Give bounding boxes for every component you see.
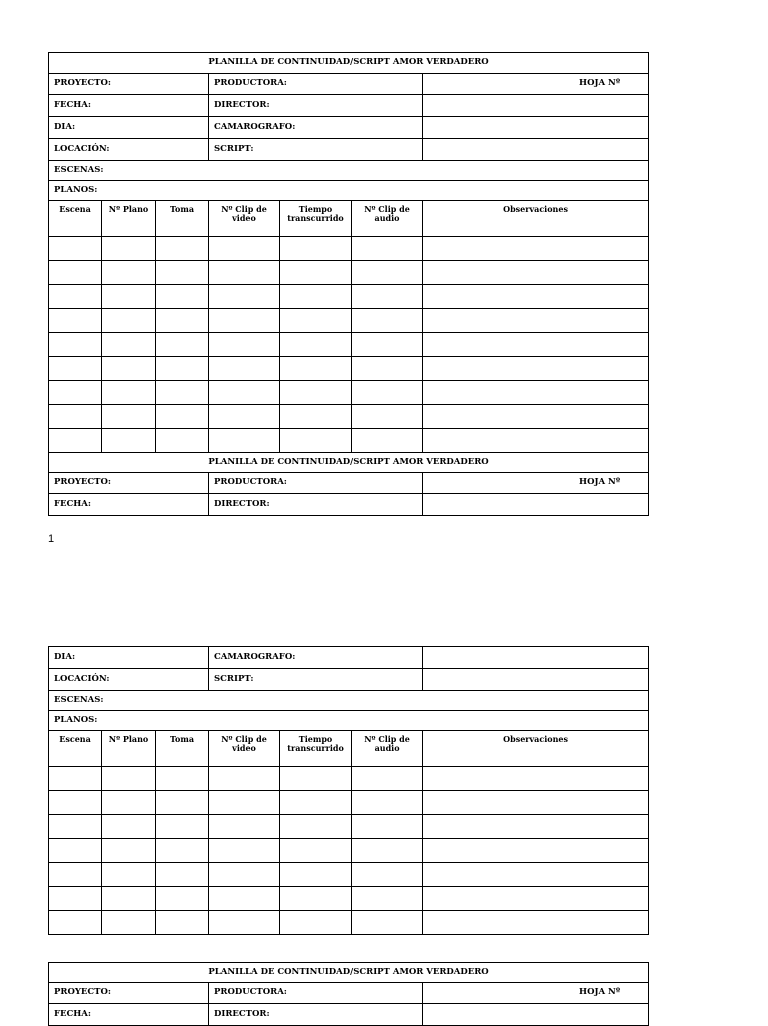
table-cell (156, 309, 209, 333)
table-cell (280, 237, 352, 261)
table-cell (423, 815, 649, 839)
table-cell (209, 429, 280, 453)
table-row (49, 237, 649, 261)
table-cell (49, 261, 102, 285)
table-cell (102, 405, 156, 429)
table-row (49, 357, 649, 381)
table-row (49, 767, 649, 791)
table-cell (423, 381, 649, 405)
table-cell (156, 887, 209, 911)
table-cell (352, 791, 423, 815)
table-cell (102, 381, 156, 405)
table-cell (352, 309, 423, 333)
table-row (49, 815, 649, 839)
table-cell (156, 429, 209, 453)
table-cell (49, 791, 102, 815)
table-cell (156, 357, 209, 381)
table-row (49, 839, 649, 863)
table-cell (280, 815, 352, 839)
table-cell (352, 863, 423, 887)
table-cell (209, 285, 280, 309)
fecha-label: FECHA: (49, 494, 209, 516)
table-cell (280, 767, 352, 791)
table-cell (49, 237, 102, 261)
table-cell (156, 237, 209, 261)
table-row (49, 791, 649, 815)
table-cell (423, 767, 649, 791)
sheet-table-1 (48, 52, 649, 516)
table-cell (352, 261, 423, 285)
table-cell (102, 333, 156, 357)
table-cell (423, 911, 649, 935)
escenas-label: ESCENAS: (49, 691, 649, 711)
table-cell (352, 887, 423, 911)
col-observaciones: Observaciones (423, 731, 649, 767)
table-row (49, 863, 649, 887)
table-cell (352, 405, 423, 429)
table-cell (352, 357, 423, 381)
table-cell (280, 429, 352, 453)
productora-label: PRODUCTORA: (209, 473, 423, 494)
table-cell (280, 839, 352, 863)
table-cell (352, 767, 423, 791)
table-cell (156, 405, 209, 429)
table-cell (49, 863, 102, 887)
script-label: SCRIPT: (209, 669, 423, 691)
proyecto-label: PROYECTO: (49, 74, 209, 95)
table-cell (209, 767, 280, 791)
col-plano: Nº Plano (102, 201, 156, 237)
col-clip-video: Nº Clip de video (209, 201, 280, 237)
table-row (49, 381, 649, 405)
continuity-sheet-2 (48, 646, 648, 935)
col-tiempo: Tiempo transcurrido (280, 731, 352, 767)
table-cell (352, 429, 423, 453)
table-cell (423, 261, 649, 285)
table-cell (102, 429, 156, 453)
planos-label: PLANOS: (49, 181, 649, 201)
table-row (49, 309, 649, 333)
table-cell (280, 333, 352, 357)
col-toma: Toma (156, 201, 209, 237)
table-cell (102, 815, 156, 839)
continuity-sheet-3 (48, 962, 648, 1026)
table-cell (102, 309, 156, 333)
blank-cell (423, 494, 649, 516)
table-cell (209, 237, 280, 261)
sheet-title: PLANILLA DE CONTINUIDAD/SCRIPT AMOR VERDADERO (49, 53, 649, 74)
camarografo-label: CAMAROGRAFO: (209, 117, 423, 139)
table-cell (352, 237, 423, 261)
continuity-sheet-1 (48, 52, 648, 516)
table-cell (352, 381, 423, 405)
locacion-label: LOCACIÓN: (49, 669, 209, 691)
table-cell (209, 333, 280, 357)
col-plano: Nº Plano (102, 731, 156, 767)
table-cell (423, 309, 649, 333)
table-cell (423, 285, 649, 309)
table-cell (49, 839, 102, 863)
table-cell (423, 333, 649, 357)
table-cell (49, 381, 102, 405)
table-cell (352, 839, 423, 863)
table-cell (209, 309, 280, 333)
productora-label: PRODUCTORA: (209, 74, 423, 95)
table-cell (423, 839, 649, 863)
col-observaciones: Observaciones (423, 201, 649, 237)
table-cell (280, 357, 352, 381)
table-cell (102, 887, 156, 911)
table-cell (280, 911, 352, 935)
table-cell (156, 911, 209, 935)
table-row (49, 261, 649, 285)
sheet-table-3 (48, 962, 649, 1026)
table-cell (423, 429, 649, 453)
director-label: DIRECTOR: (209, 1004, 423, 1026)
blank-cell (423, 139, 649, 161)
table-cell (156, 791, 209, 815)
table-cell (209, 839, 280, 863)
table-cell (280, 887, 352, 911)
sheet-table-2 (48, 646, 649, 935)
table-cell (280, 863, 352, 887)
col-escena: Escena (49, 731, 102, 767)
table-cell (280, 285, 352, 309)
table-cell (102, 767, 156, 791)
table-cell (352, 285, 423, 309)
table-cell (156, 333, 209, 357)
camarografo-label: CAMAROGRAFO: (209, 647, 423, 669)
col-toma: Toma (156, 731, 209, 767)
table-cell (102, 791, 156, 815)
table-cell (156, 767, 209, 791)
col-tiempo: Tiempo transcurrido (280, 201, 352, 237)
table-cell (352, 333, 423, 357)
table-cell (423, 887, 649, 911)
table-cell (156, 261, 209, 285)
table-cell (280, 309, 352, 333)
table-row (49, 429, 649, 453)
table-cell (156, 815, 209, 839)
proyecto-label: PROYECTO: (49, 983, 209, 1004)
fecha-label: FECHA: (49, 1004, 209, 1026)
table-cell (156, 381, 209, 405)
escenas-label: ESCENAS: (49, 161, 649, 181)
table-cell (102, 839, 156, 863)
table-cell (423, 791, 649, 815)
table-cell (423, 357, 649, 381)
locacion-label: LOCACIÓN: (49, 139, 209, 161)
table-cell (49, 333, 102, 357)
col-escena: Escena (49, 201, 102, 237)
table-cell (423, 405, 649, 429)
table-row (49, 911, 649, 935)
table-cell (49, 815, 102, 839)
sheet-title: PLANILLA DE CONTINUIDAD/SCRIPT AMOR VERDADERO (49, 453, 649, 473)
table-cell (49, 887, 102, 911)
table-cell (209, 261, 280, 285)
table-cell (352, 911, 423, 935)
table-cell (49, 429, 102, 453)
dia-label: DIA: (49, 647, 209, 669)
productora-label: PRODUCTORA: (209, 983, 423, 1004)
table-cell (209, 911, 280, 935)
table-cell (209, 381, 280, 405)
blank-cell (423, 669, 649, 691)
director-label: DIRECTOR: (209, 494, 423, 516)
table-cell (423, 863, 649, 887)
table-row (49, 887, 649, 911)
table-cell (102, 911, 156, 935)
proyecto-label: PROYECTO: (49, 473, 209, 494)
hoja-label: HOJA Nº (423, 74, 649, 95)
table-row (49, 285, 649, 309)
table-cell (49, 405, 102, 429)
table-cell (156, 839, 209, 863)
table-cell (423, 237, 649, 261)
col-clip-video: Nº Clip de video (209, 731, 280, 767)
table-cell (102, 237, 156, 261)
table-cell (280, 405, 352, 429)
dia-label: DIA: (49, 117, 209, 139)
table-cell (49, 767, 102, 791)
table-cell (49, 309, 102, 333)
table-cell (209, 863, 280, 887)
table-cell (49, 911, 102, 935)
table-row (49, 405, 649, 429)
table-cell (102, 357, 156, 381)
blank-cell (423, 95, 649, 117)
table-cell (280, 791, 352, 815)
table-cell (352, 815, 423, 839)
table-cell (209, 887, 280, 911)
director-label: DIRECTOR: (209, 95, 423, 117)
script-label: SCRIPT: (209, 139, 423, 161)
table-cell (280, 381, 352, 405)
fecha-label: FECHA: (49, 95, 209, 117)
col-clip-audio: Nº Clip de audio (352, 201, 423, 237)
hoja-label: HOJA Nº (423, 983, 649, 1004)
table-cell (209, 815, 280, 839)
table-cell (209, 357, 280, 381)
table-row (49, 333, 649, 357)
table-cell (280, 261, 352, 285)
planos-label: PLANOS: (49, 711, 649, 731)
col-clip-audio: Nº Clip de audio (352, 731, 423, 767)
hoja-label: HOJA Nº (423, 473, 649, 494)
sheet-title: PLANILLA DE CONTINUIDAD/SCRIPT AMOR VERDADERO (49, 963, 649, 983)
blank-cell (423, 647, 649, 669)
table-cell (102, 285, 156, 309)
blank-cell (423, 117, 649, 139)
blank-cell (423, 1004, 649, 1026)
page-number: 1 (48, 533, 55, 545)
table-cell (156, 285, 209, 309)
table-cell (156, 863, 209, 887)
table-cell (49, 357, 102, 381)
table-cell (102, 863, 156, 887)
table-cell (209, 791, 280, 815)
table-cell (102, 261, 156, 285)
table-cell (209, 405, 280, 429)
table-cell (49, 285, 102, 309)
